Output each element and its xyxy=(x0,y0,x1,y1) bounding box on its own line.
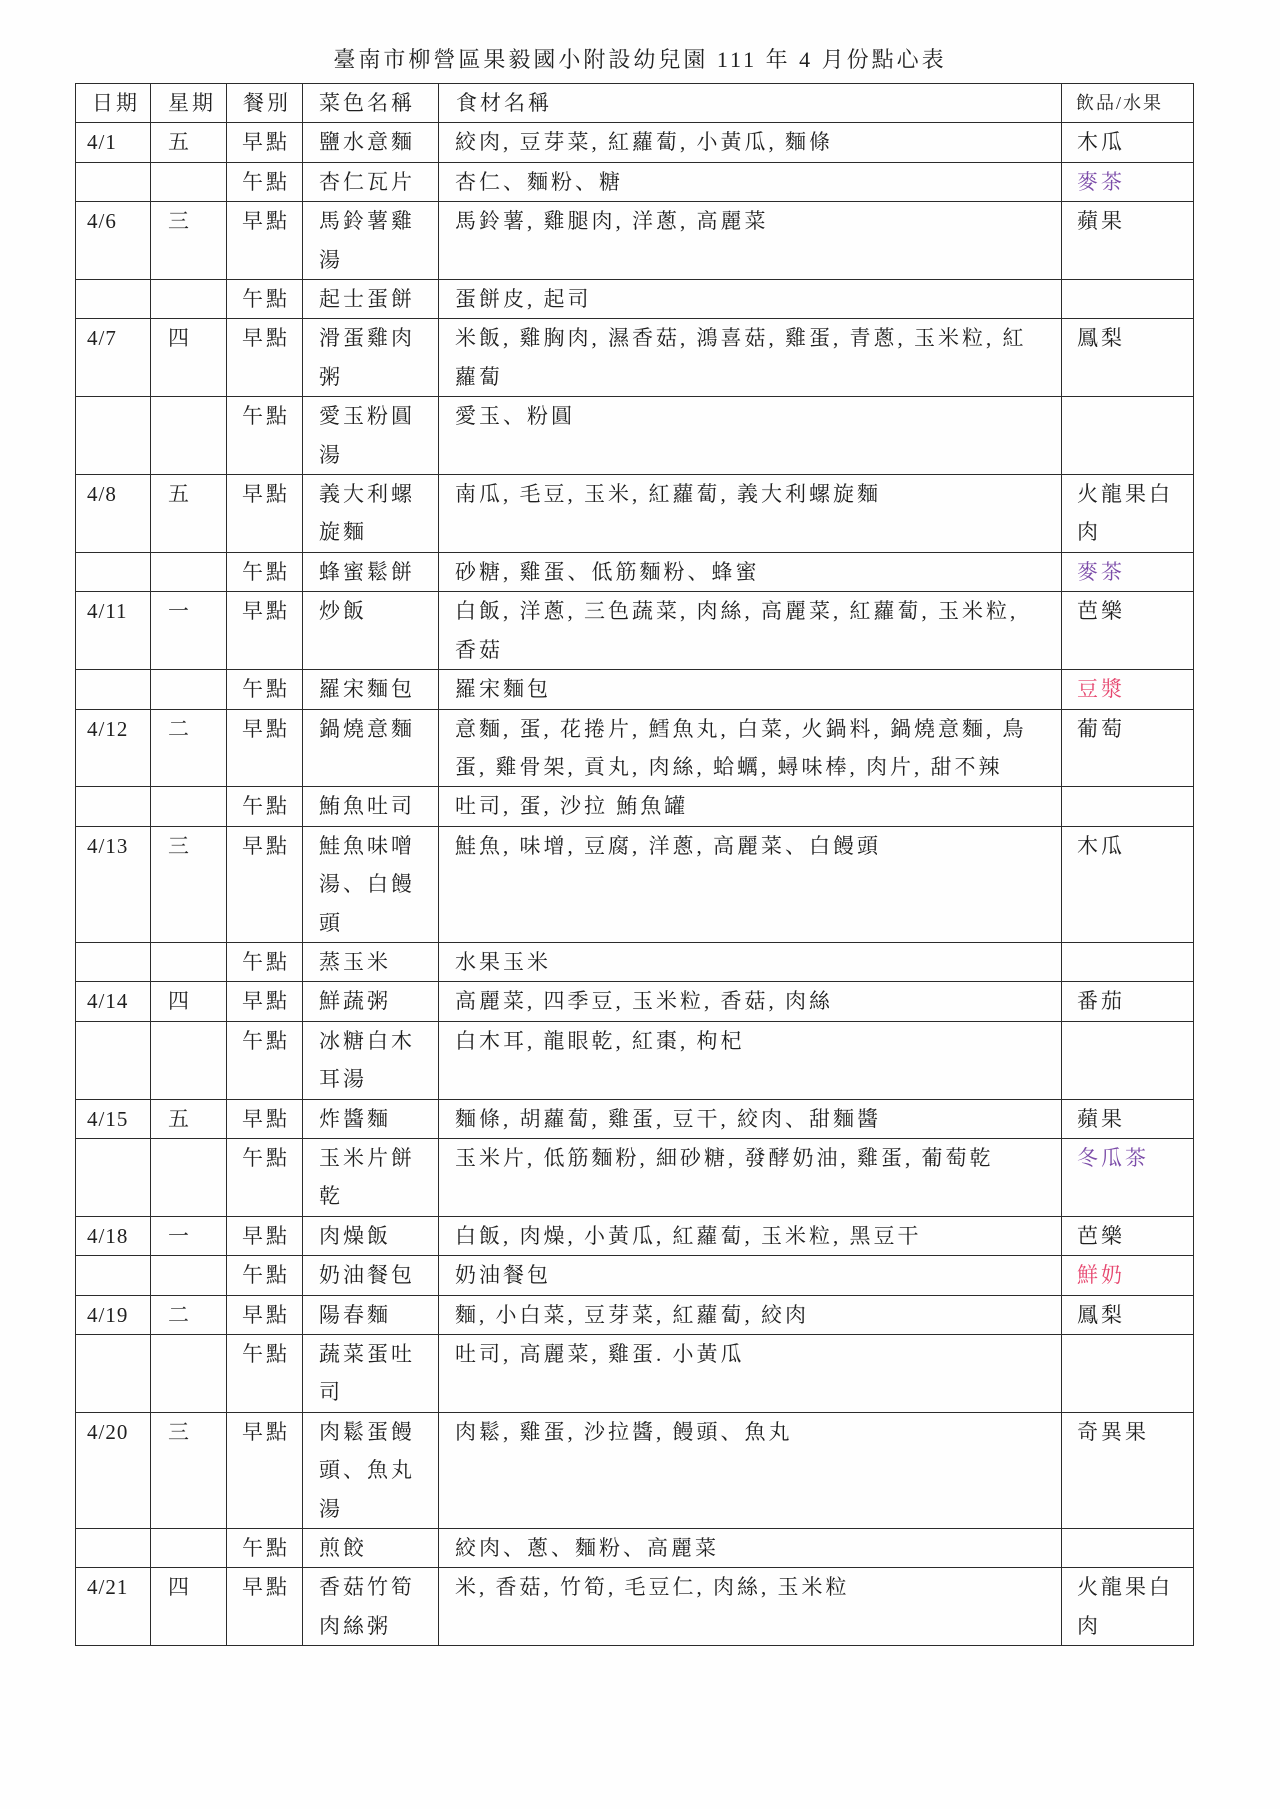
weekday-cell: 二 xyxy=(151,1295,227,1334)
ingredients-cell: 杏仁、麵粉、糖 xyxy=(439,162,1062,201)
ingredients-cell: 絞肉, 豆芽菜, 紅蘿蔔, 小黃瓜, 麵條 xyxy=(439,123,1062,162)
drink-fruit-cell: 麥茶 xyxy=(1062,552,1194,591)
menu-row xyxy=(76,709,1194,787)
ingredients-cell: 米飯, 雞胸肉, 濕香菇, 鴻喜菇, 雞蛋, 青蔥, 玉米粒, 紅蘿蔔 xyxy=(439,319,1062,397)
dish-name-cell: 蔬菜蛋吐司 xyxy=(303,1335,439,1413)
meal-type-cell: 早點 xyxy=(227,592,303,670)
menu-row xyxy=(76,1568,1194,1646)
drink-fruit-cell xyxy=(1062,942,1194,981)
dish-name-cell: 鮭魚味噌湯、白饅頭 xyxy=(303,826,439,942)
meal-type-cell: 午點 xyxy=(227,397,303,475)
ingredients-cell: 愛玉、粉圓 xyxy=(439,397,1062,475)
drink-fruit-cell: 冬瓜茶 xyxy=(1062,1138,1194,1216)
dish-name-cell: 滑蛋雞肉粥 xyxy=(303,319,439,397)
drink-fruit-cell: 番茄 xyxy=(1062,982,1194,1021)
meal-type-cell: 早點 xyxy=(227,123,303,162)
weekday-cell: 五 xyxy=(151,475,227,553)
weekday-cell xyxy=(151,1256,227,1295)
weekday-cell xyxy=(151,1021,227,1099)
weekday-cell: 四 xyxy=(151,982,227,1021)
ingredients-cell: 高麗菜, 四季豆, 玉米粒, 香菇, 肉絲 xyxy=(439,982,1062,1021)
dish-name-cell: 馬鈴薯雞湯 xyxy=(303,202,439,280)
meal-type-cell: 午點 xyxy=(227,1021,303,1099)
ingredients-cell: 麵條, 胡蘿蔔, 雞蛋, 豆干, 絞肉、甜麵醬 xyxy=(439,1099,1062,1138)
meal-type-cell: 午點 xyxy=(227,1529,303,1568)
dish-name-cell: 奶油餐包 xyxy=(303,1256,439,1295)
date-cell xyxy=(76,397,151,475)
weekday-cell xyxy=(151,397,227,475)
date-cell: 4/1 xyxy=(76,123,151,162)
dish-name-cell: 炒飯 xyxy=(303,592,439,670)
weekday-cell xyxy=(151,787,227,826)
date-cell: 4/11 xyxy=(76,592,151,670)
date-cell: 4/12 xyxy=(76,709,151,787)
drink-fruit-cell xyxy=(1062,1335,1194,1413)
drink-fruit-cell: 奇異果 xyxy=(1062,1412,1194,1528)
weekday-cell: 一 xyxy=(151,592,227,670)
dish-name-cell: 蒸玉米 xyxy=(303,942,439,981)
drink-fruit-cell: 木瓜 xyxy=(1062,826,1194,942)
drink-fruit-cell: 火龍果白肉 xyxy=(1062,475,1194,553)
header-date: 日期 xyxy=(76,84,151,123)
dish-name-cell: 鍋燒意麵 xyxy=(303,709,439,787)
date-cell xyxy=(76,1138,151,1216)
date-cell: 4/14 xyxy=(76,982,151,1021)
dish-name-cell: 冰糖白木耳湯 xyxy=(303,1021,439,1099)
dish-name-cell: 羅宋麵包 xyxy=(303,670,439,709)
meal-type-cell: 午點 xyxy=(227,787,303,826)
meal-type-cell: 午點 xyxy=(227,1138,303,1216)
ingredients-cell: 肉鬆, 雞蛋, 沙拉醬, 饅頭、魚丸 xyxy=(439,1412,1062,1528)
drink-fruit-cell: 鳳梨 xyxy=(1062,1295,1194,1334)
menu-row xyxy=(76,1335,1194,1413)
date-cell: 4/13 xyxy=(76,826,151,942)
date-cell: 4/15 xyxy=(76,1099,151,1138)
dish-name-cell: 肉鬆蛋饅頭、魚丸湯 xyxy=(303,1412,439,1528)
date-cell: 4/7 xyxy=(76,319,151,397)
weekday-cell: 三 xyxy=(151,202,227,280)
drink-fruit-cell xyxy=(1062,397,1194,475)
drink-fruit-cell: 芭樂 xyxy=(1062,1216,1194,1255)
drink-fruit-cell: 葡萄 xyxy=(1062,709,1194,787)
date-cell: 4/21 xyxy=(76,1568,151,1646)
ingredients-cell: 羅宋麵包 xyxy=(439,670,1062,709)
meal-type-cell: 早點 xyxy=(227,202,303,280)
meal-type-cell: 午點 xyxy=(227,1335,303,1413)
meal-type-cell: 早點 xyxy=(227,1295,303,1334)
meal-type-cell: 午點 xyxy=(227,670,303,709)
menu-row xyxy=(76,787,1194,826)
weekday-cell: 五 xyxy=(151,123,227,162)
dish-name-cell: 愛玉粉圓湯 xyxy=(303,397,439,475)
menu-row xyxy=(76,1021,1194,1099)
menu-row xyxy=(76,1099,1194,1138)
drink-fruit-cell xyxy=(1062,280,1194,319)
table-body xyxy=(76,123,1194,1646)
header-drink-fruit: 飲品/水果 xyxy=(1062,84,1194,123)
menu-row xyxy=(76,942,1194,981)
drink-fruit-cell xyxy=(1062,1529,1194,1568)
date-cell xyxy=(76,1335,151,1413)
ingredients-cell: 米, 香菇, 竹筍, 毛豆仁, 肉絲, 玉米粒 xyxy=(439,1568,1062,1646)
meal-type-cell: 早點 xyxy=(227,826,303,942)
meal-type-cell: 午點 xyxy=(227,162,303,201)
date-cell xyxy=(76,942,151,981)
dish-name-cell: 陽春麵 xyxy=(303,1295,439,1334)
meal-type-cell: 午點 xyxy=(227,552,303,591)
page-title: 臺南市柳營區果毅國小附設幼兒園 111 年 4 月份點心表 xyxy=(333,47,947,72)
meal-type-cell: 午點 xyxy=(227,942,303,981)
ingredients-cell: 鮭魚, 味增, 豆腐, 洋蔥, 高麗菜、白饅頭 xyxy=(439,826,1062,942)
menu-row xyxy=(76,123,1194,162)
drink-fruit-cell: 麥茶 xyxy=(1062,162,1194,201)
date-cell: 4/18 xyxy=(76,1216,151,1255)
weekday-cell xyxy=(151,670,227,709)
ingredients-cell: 砂糖, 雞蛋、低筋麵粉、蜂蜜 xyxy=(439,552,1062,591)
dish-name-cell: 蜂蜜鬆餅 xyxy=(303,552,439,591)
menu-row xyxy=(76,592,1194,670)
menu-row xyxy=(76,670,1194,709)
drink-fruit-cell: 火龍果白肉 xyxy=(1062,1568,1194,1646)
dish-name-cell: 炸醬麵 xyxy=(303,1099,439,1138)
meal-type-cell: 早點 xyxy=(227,1568,303,1646)
snack-menu-table xyxy=(75,83,1194,1646)
ingredients-cell: 白木耳, 龍眼乾, 紅棗, 枸杞 xyxy=(439,1021,1062,1099)
dish-name-cell: 起士蛋餅 xyxy=(303,280,439,319)
ingredients-cell: 馬鈴薯, 雞腿肉, 洋蔥, 高麗菜 xyxy=(439,202,1062,280)
weekday-cell: 三 xyxy=(151,1412,227,1528)
meal-type-cell: 早點 xyxy=(227,475,303,553)
date-cell xyxy=(76,162,151,201)
menu-row xyxy=(76,319,1194,397)
weekday-cell: 四 xyxy=(151,1568,227,1646)
menu-row xyxy=(76,1138,1194,1216)
header-ingredients: 食材名稱 xyxy=(439,84,1062,123)
weekday-cell xyxy=(151,1529,227,1568)
menu-row xyxy=(76,202,1194,280)
dish-name-cell: 肉燥飯 xyxy=(303,1216,439,1255)
header-meal-type: 餐別 xyxy=(227,84,303,123)
drink-fruit-cell: 豆漿 xyxy=(1062,670,1194,709)
meal-type-cell: 午點 xyxy=(227,1256,303,1295)
dish-name-cell: 玉米片餅乾 xyxy=(303,1138,439,1216)
date-cell xyxy=(76,1021,151,1099)
meal-type-cell: 早點 xyxy=(227,319,303,397)
weekday-cell: 二 xyxy=(151,709,227,787)
drink-fruit-cell xyxy=(1062,1021,1194,1099)
header-dish-name: 菜色名稱 xyxy=(303,84,439,123)
meal-type-cell: 早點 xyxy=(227,1216,303,1255)
drink-fruit-cell: 蘋果 xyxy=(1062,202,1194,280)
dish-name-cell: 香菇竹筍肉絲粥 xyxy=(303,1568,439,1646)
menu-row xyxy=(76,475,1194,553)
menu-row xyxy=(76,1529,1194,1568)
date-cell: 4/19 xyxy=(76,1295,151,1334)
date-cell xyxy=(76,670,151,709)
meal-type-cell: 午點 xyxy=(227,280,303,319)
ingredients-cell: 白飯, 洋蔥, 三色蔬菜, 肉絲, 高麗菜, 紅蘿蔔, 玉米粒, 香菇 xyxy=(439,592,1062,670)
weekday-cell xyxy=(151,162,227,201)
dish-name-cell: 鮮蔬粥 xyxy=(303,982,439,1021)
table-header-row xyxy=(76,84,1194,123)
date-cell: 4/8 xyxy=(76,475,151,553)
weekday-cell xyxy=(151,1138,227,1216)
date-cell xyxy=(76,1256,151,1295)
header-weekday: 星期 xyxy=(151,84,227,123)
menu-row xyxy=(76,552,1194,591)
drink-fruit-cell: 芭樂 xyxy=(1062,592,1194,670)
weekday-cell: 一 xyxy=(151,1216,227,1255)
ingredients-cell: 意麵, 蛋, 花捲片, 鱈魚丸, 白菜, 火鍋料, 鍋燒意麵, 鳥蛋, 雞骨架, 貢丸, 肉絲, 蛤蠣, 蟳味棒, 肉片, 甜不辣 xyxy=(439,709,1062,787)
ingredients-cell: 吐司, 蛋, 沙拉 鮪魚罐 xyxy=(439,787,1062,826)
ingredients-cell: 玉米片, 低筋麵粉, 細砂糖, 發酵奶油, 雞蛋, 葡萄乾 xyxy=(439,1138,1062,1216)
meal-type-cell: 早點 xyxy=(227,982,303,1021)
date-cell: 4/6 xyxy=(76,202,151,280)
drink-fruit-cell xyxy=(1062,787,1194,826)
ingredients-cell: 蛋餅皮, 起司 xyxy=(439,280,1062,319)
menu-row xyxy=(76,162,1194,201)
ingredients-cell: 南瓜, 毛豆, 玉米, 紅蘿蔔, 義大利螺旋麵 xyxy=(439,475,1062,553)
meal-type-cell: 早點 xyxy=(227,1412,303,1528)
drink-fruit-cell: 鳳梨 xyxy=(1062,319,1194,397)
dish-name-cell: 義大利螺旋麵 xyxy=(303,475,439,553)
menu-row xyxy=(76,982,1194,1021)
ingredients-cell: 吐司, 高麗菜, 雞蛋. 小黃瓜 xyxy=(439,1335,1062,1413)
ingredients-cell: 水果玉米 xyxy=(439,942,1062,981)
menu-row xyxy=(76,397,1194,475)
dish-name-cell: 鹽水意麵 xyxy=(303,123,439,162)
ingredients-cell: 絞肉、蔥、麵粉、高麗菜 xyxy=(439,1529,1062,1568)
dish-name-cell: 鮪魚吐司 xyxy=(303,787,439,826)
dish-name-cell: 煎餃 xyxy=(303,1529,439,1568)
date-cell xyxy=(76,1529,151,1568)
menu-row xyxy=(76,1216,1194,1255)
dish-name-cell: 杏仁瓦片 xyxy=(303,162,439,201)
weekday-cell xyxy=(151,280,227,319)
meal-type-cell: 早點 xyxy=(227,1099,303,1138)
menu-row xyxy=(76,826,1194,942)
weekday-cell: 四 xyxy=(151,319,227,397)
date-cell xyxy=(76,552,151,591)
ingredients-cell: 奶油餐包 xyxy=(439,1256,1062,1295)
weekday-cell: 五 xyxy=(151,1099,227,1138)
menu-row xyxy=(76,280,1194,319)
weekday-cell xyxy=(151,942,227,981)
menu-row xyxy=(76,1412,1194,1528)
menu-row xyxy=(76,1256,1194,1295)
meal-type-cell: 早點 xyxy=(227,709,303,787)
date-cell: 4/20 xyxy=(76,1412,151,1528)
ingredients-cell: 麵, 小白菜, 豆芽菜, 紅蘿蔔, 絞肉 xyxy=(439,1295,1062,1334)
drink-fruit-cell: 鮮奶 xyxy=(1062,1256,1194,1295)
weekday-cell xyxy=(151,1335,227,1413)
date-cell xyxy=(76,280,151,319)
drink-fruit-cell: 蘋果 xyxy=(1062,1099,1194,1138)
ingredients-cell: 白飯, 肉燥, 小黃瓜, 紅蘿蔔, 玉米粒, 黑豆干 xyxy=(439,1216,1062,1255)
drink-fruit-cell: 木瓜 xyxy=(1062,123,1194,162)
menu-row xyxy=(76,1295,1194,1334)
weekday-cell xyxy=(151,552,227,591)
weekday-cell: 三 xyxy=(151,826,227,942)
date-cell xyxy=(76,787,151,826)
